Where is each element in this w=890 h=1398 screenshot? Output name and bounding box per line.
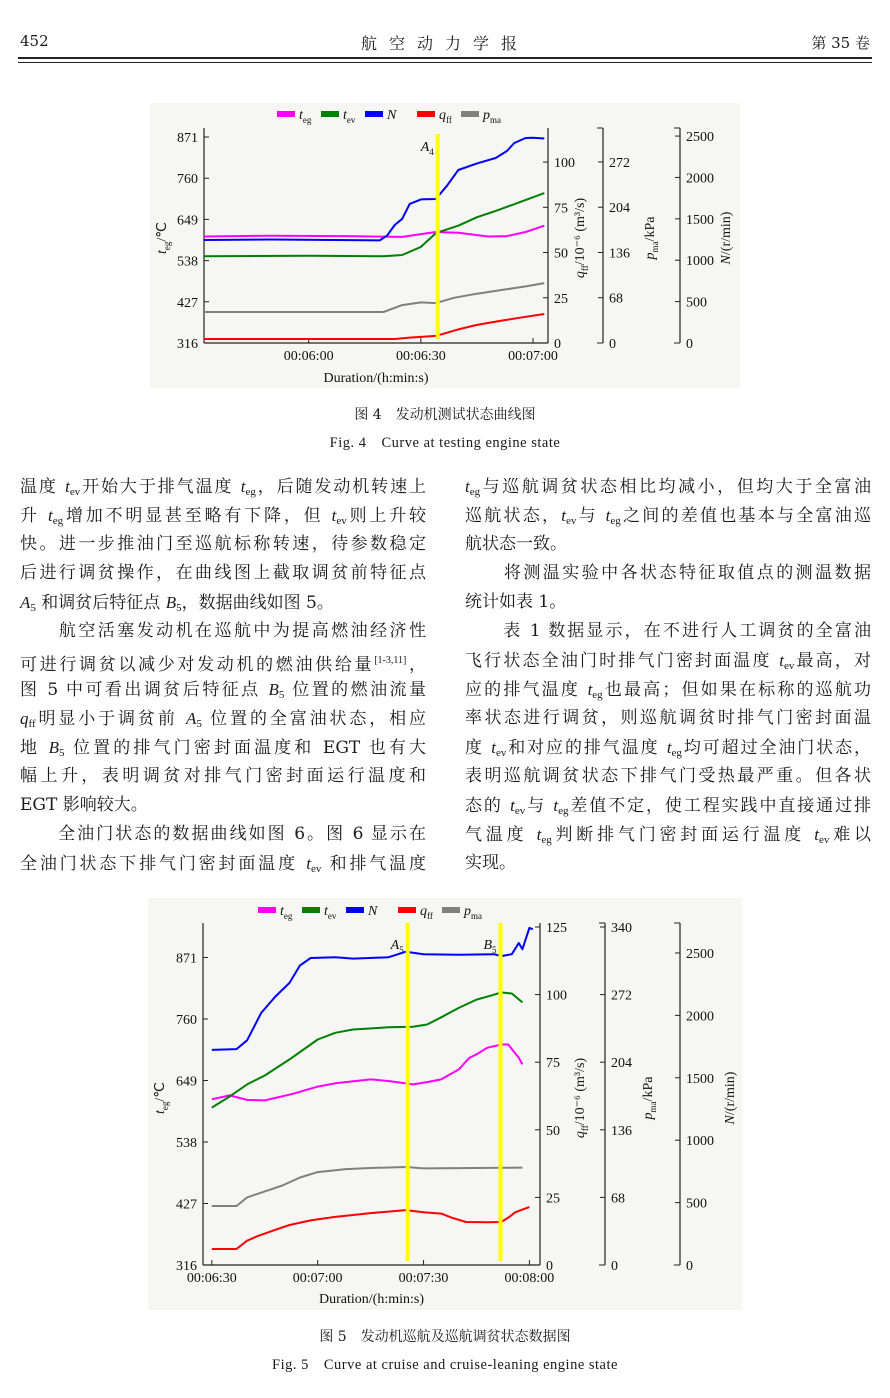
legend-swatch <box>277 111 295 117</box>
x-tick-label: 00:07:30 <box>398 1271 449 1286</box>
x-tick-label: 00:06:00 <box>283 349 334 364</box>
axis-unit: /(r/min) <box>723 1071 738 1116</box>
y-tick-label-left: 871 <box>176 951 197 967</box>
variable-symbol: tev <box>561 506 577 527</box>
y-tick-label-left: 760 <box>177 172 198 188</box>
text-line: 航空活塞发动机在巡航中为提高燃油经济性 <box>20 621 426 641</box>
y-tick-label-p: 136 <box>611 1123 632 1139</box>
legend-swatch <box>461 111 479 117</box>
y-axis-title-text <box>573 198 590 279</box>
text-line: 气温度 teg判断排气门密封面运行温度 tev难以 <box>465 825 871 846</box>
text-line: 可进行调贫以减少对发动机的燃油供给量[1-3,11]， <box>20 655 427 675</box>
legend-label <box>324 904 337 921</box>
body-left-column <box>20 472 426 878</box>
legend-label <box>482 108 501 125</box>
text-line: 率状态进行调贫，则巡航调贫时排气门密封面温 <box>465 708 871 728</box>
symbol-subscript: ev <box>327 911 337 921</box>
citation: [1-3,11] <box>374 655 407 666</box>
legend-swatch <box>398 907 416 913</box>
symbol-subscript: ff <box>580 1125 590 1132</box>
variable-symbol: tev <box>331 506 347 527</box>
marker-label <box>483 938 497 955</box>
legend-label <box>299 108 312 125</box>
symbol: q <box>439 108 446 123</box>
header-rule-thick <box>18 57 872 59</box>
y-tick-label-left: 760 <box>176 1012 197 1028</box>
marker-label <box>420 140 435 157</box>
text-line: A5 和调贫后特征点 B5，数据曲线如图 5。 <box>20 593 334 614</box>
y-tick-label-p: 0 <box>611 1259 618 1274</box>
text-line: 度 tev和对应的排气温度 teg均可超过全油门状态， <box>465 738 871 759</box>
y-tick-label-q: 75 <box>546 1056 560 1072</box>
symbol-subscript: ma <box>650 241 660 253</box>
symbol: p <box>641 1112 656 1120</box>
y-tick-label-p: 204 <box>611 1056 632 1072</box>
variable-symbol: A5 <box>20 593 36 614</box>
legend-swatch <box>417 111 435 117</box>
y-tick-label-n: 2000 <box>686 171 714 187</box>
y-tick-label-n: 2000 <box>686 1009 714 1025</box>
body-right-column <box>465 472 871 878</box>
y-tick-label-left: 427 <box>177 295 198 311</box>
text-line: teg与巡航调贫状态相比均减小，但均大于全富油 <box>465 477 871 498</box>
y-tick-label-left: 538 <box>176 1135 197 1151</box>
y-axis-title-text <box>641 1076 658 1121</box>
symbol-subscript: ff <box>427 911 433 921</box>
x-tick-label: 00:07:00 <box>508 349 558 364</box>
y-tick-label-q: 125 <box>546 921 567 936</box>
x-axis-label: Duration/(h:min:s) <box>319 1292 424 1307</box>
text-line: 表 1 数据显示，在不进行人工调贫的全富油 <box>465 621 871 641</box>
y-tick-label-p: 204 <box>609 201 630 217</box>
symbol-subscript: eg <box>283 911 293 921</box>
y-axis-title-N <box>719 211 734 265</box>
symbol: t <box>324 904 328 919</box>
y-axis-title-teg <box>153 1082 170 1114</box>
y-tick-label-n: 1500 <box>686 1071 714 1087</box>
y-tick-label-left: 649 <box>176 1074 197 1090</box>
y-axis-title-text <box>643 216 660 261</box>
symbol-subscript: eg <box>162 241 172 251</box>
symbol-subscript: ff <box>446 115 452 125</box>
variable-symbol: teg <box>536 825 552 846</box>
symbol: t <box>155 250 170 255</box>
legend-label <box>367 904 378 919</box>
text-line: 应的排气温度 teg也最高；但如果在标称的巡航功 <box>465 680 871 701</box>
legend-label <box>463 904 482 921</box>
legend-label <box>386 108 397 123</box>
text-line: 全油门状态的数据曲线如图 6。图 6 显示在 <box>20 824 426 844</box>
x-tick-label: 00:06:30 <box>186 1271 237 1286</box>
y-tick-label-left: 427 <box>176 1197 197 1213</box>
y-tick-label-q: 50 <box>554 246 568 262</box>
variable-symbol: tev <box>306 854 322 875</box>
symbol: A <box>420 140 430 155</box>
text-line: 温度 tev开始大于排气温度 teg，后随发动机转速上 <box>20 477 426 498</box>
variable-symbol: teg <box>587 680 603 701</box>
variable-symbol: teg <box>240 477 256 498</box>
figure-5-caption-en: Fig. 5 Curve at cruise and cruise-leaning engine state <box>272 1357 618 1373</box>
y-tick-label-q: 50 <box>546 1123 560 1139</box>
symbol: N <box>719 255 734 265</box>
text-line: 统计如表 1。 <box>465 592 567 612</box>
text-line: 幅上升，表明调贫对排气门密封面运行温度和 <box>20 766 426 786</box>
variable-symbol: tev <box>65 477 81 498</box>
y-tick-label-left: 538 <box>177 254 198 270</box>
y-axis-title-text <box>723 1071 738 1125</box>
text-line: 巡航状态，tev与 teg之间的差值也基本与全富油巡 <box>465 506 872 527</box>
symbol-subscript: eg <box>302 115 312 125</box>
text-line: 飞行状态全油门时排气门密封面温度 tev最高，对 <box>465 651 872 672</box>
series-line-teg <box>204 226 544 237</box>
series-line-qff <box>204 314 544 339</box>
y-tick-label-q: 25 <box>546 1191 560 1207</box>
series-line-pma <box>204 283 544 312</box>
variable-symbol: tev <box>491 738 507 759</box>
variable-symbol: teg <box>48 506 64 527</box>
variable-symbol: teg <box>465 477 481 498</box>
y-tick-label-left: 649 <box>177 213 198 229</box>
symbol: p <box>483 108 490 123</box>
series-line-tev <box>204 193 544 256</box>
axis-unit: /10⁻⁶ (m³/s) <box>573 1057 588 1126</box>
series-line-N <box>204 138 544 241</box>
symbol-subscript: 5 <box>492 945 497 955</box>
y-axis-title-q <box>573 198 590 279</box>
text-line: 快。进一步推油门至巡航标称转速，待参数稳定 <box>20 534 426 554</box>
y-tick-label-n: 500 <box>686 295 707 311</box>
variable-symbol: teg <box>666 738 682 759</box>
variable-symbol: tev <box>510 796 526 817</box>
text-line: EGT 影响较大。 <box>20 795 148 815</box>
y-tick-label-n: 1500 <box>686 212 714 228</box>
symbol: t <box>299 108 303 123</box>
variable-symbol: teg <box>605 506 621 527</box>
variable-symbol: B5 <box>165 593 182 614</box>
text-line: 后进行调贫操作，在曲线图上截取调贫前特征点 <box>20 563 426 583</box>
legend-swatch <box>442 907 460 913</box>
series-line-teg <box>212 1045 523 1101</box>
symbol: t <box>153 1110 168 1115</box>
y-tick-label-q: 100 <box>554 156 575 172</box>
series-line-tev <box>212 992 523 1107</box>
series-line-qff <box>212 1207 530 1249</box>
variable-symbol: B5 <box>268 680 285 701</box>
y-tick-label-n: 1000 <box>686 1134 714 1150</box>
y-tick-label-n: 500 <box>686 1196 707 1212</box>
symbol-subscript: 5 <box>399 945 404 955</box>
legend-label <box>343 108 356 125</box>
x-axis-label: Duration/(h:min:s) <box>323 371 429 386</box>
y-tick-label-left: 316 <box>177 337 198 352</box>
symbol-subscript: ff <box>580 265 590 272</box>
axes <box>155 108 734 386</box>
text-line: qff明显小于调贫前 A5 位置的全富油状态，相应 <box>20 709 427 730</box>
y-tick-label-p: 340 <box>611 921 632 936</box>
symbol: p <box>643 252 658 260</box>
text-line: 升 teg增加不明显甚至略有下降，但 tev则上升较 <box>20 506 427 527</box>
axis-unit: /kPa <box>641 1076 656 1102</box>
text-line: 表明巡航调贫状态下排气门受热最严重。但各状 <box>465 766 871 786</box>
page-number: 452 <box>20 32 49 50</box>
legend-label <box>439 108 452 125</box>
symbol: t <box>343 108 347 123</box>
journal-title: 航空动力学报 <box>360 34 529 53</box>
symbol: q <box>420 904 427 919</box>
symbol: B <box>483 938 493 953</box>
text-line: 航状态一致。 <box>465 534 567 554</box>
text-line: 全油门状态下排气门密封面温度 tev 和排气温度 <box>20 854 426 875</box>
header-rule-thin <box>18 62 872 63</box>
y-tick-label-p: 272 <box>611 988 632 1004</box>
y-axis-title-N <box>723 1071 738 1125</box>
y-tick-label-p: 68 <box>609 291 623 307</box>
axis-unit: /℃ <box>155 221 170 242</box>
symbol-subscript: ma <box>490 115 501 125</box>
y-axis-title-text <box>153 1082 170 1114</box>
legend-swatch <box>346 907 364 913</box>
legend-swatch <box>321 111 339 117</box>
y-axis-title-text <box>719 211 734 265</box>
symbol: q <box>573 1131 588 1139</box>
legend-swatch <box>258 907 276 913</box>
axis-unit: /℃ <box>153 1081 168 1102</box>
figure-4-caption-cn: 图 4 发动机测试状态曲线图 <box>354 407 536 423</box>
y-tick-label-n: 0 <box>686 1259 693 1274</box>
y-tick-label-p: 136 <box>609 246 630 262</box>
y-tick-label-q: 25 <box>554 291 568 307</box>
symbol: q <box>573 271 588 279</box>
figure-5-caption-cn: 图 5 发动机巡航及巡航调贫状态数据图 <box>319 1329 571 1345</box>
variable-symbol: A5 <box>186 709 202 730</box>
x-tick-label: 00:06:30 <box>395 349 446 364</box>
text-line: 地 B5 位置的排气门密封面温度和 EGT 也有大 <box>20 738 426 759</box>
y-tick-label-left: 316 <box>176 1259 197 1274</box>
y-tick-label-q: 0 <box>546 1259 553 1274</box>
variable-symbol: teg <box>553 796 569 817</box>
text-line: 态的 tev与 teg差值不定，使工程实践中直接通过排 <box>465 796 871 817</box>
y-axis-title-q <box>573 1058 590 1139</box>
text-line: 图 5 中可看出调贫后特征点 B5 位置的燃油流量 <box>20 680 427 701</box>
figure-5-chart <box>148 898 742 1310</box>
figure-5-svg <box>148 898 742 1310</box>
legend-label <box>280 904 293 921</box>
variable-symbol: B5 <box>48 738 65 759</box>
y-tick-label-p: 68 <box>611 1191 625 1207</box>
symbol-subscript: eg <box>160 1101 170 1111</box>
y-tick-label-p: 0 <box>609 337 616 352</box>
axis-unit: /(r/min) <box>719 211 734 256</box>
y-axis-title-text <box>155 222 172 254</box>
series-line-pma <box>212 1167 523 1206</box>
variable-symbol: tev <box>814 825 830 846</box>
y-tick-label-left: 871 <box>177 131 198 147</box>
text-line: 实现。 <box>465 853 516 873</box>
symbol: N <box>387 108 397 123</box>
y-tick-label-n: 0 <box>686 337 693 352</box>
y-tick-label-q: 0 <box>554 337 561 352</box>
legend-label <box>420 904 433 921</box>
y-axis-title-text <box>573 1058 590 1139</box>
y-tick-label-n: 2500 <box>686 130 714 146</box>
legend-swatch <box>302 907 320 913</box>
y-axis-title-p <box>641 1076 658 1121</box>
x-tick-label: 00:08:00 <box>504 1271 555 1286</box>
x-tick-label: 00:07:00 <box>292 1271 343 1286</box>
volume-label: 第 35 卷 <box>811 34 870 52</box>
y-tick-label-p: 272 <box>609 155 630 171</box>
symbol: p <box>464 904 471 919</box>
y-tick-label-n: 2500 <box>686 946 714 962</box>
symbol-subscript: 4 <box>429 147 434 157</box>
legend-swatch <box>365 111 383 117</box>
symbol: A <box>390 938 400 953</box>
axis-unit: /10⁻⁶ (m³/s) <box>573 197 588 266</box>
symbol: N <box>368 904 378 919</box>
y-tick-label-q: 100 <box>546 988 567 1004</box>
symbol: t <box>280 904 284 919</box>
y-axis-title-p <box>643 216 660 261</box>
y-axis-title-teg <box>155 222 172 254</box>
variable-symbol: tev <box>779 651 795 672</box>
figure-4-svg <box>150 103 740 388</box>
symbol: N <box>723 1115 738 1125</box>
variable-symbol: qff <box>20 709 36 730</box>
figure-4-caption-en: Fig. 4 Curve at testing engine state <box>329 435 561 451</box>
y-tick-label-q: 75 <box>554 201 568 217</box>
symbol-subscript: ma <box>648 1101 658 1113</box>
axis-unit: /kPa <box>643 216 658 242</box>
figure-4-chart <box>150 103 740 388</box>
symbol-subscript: ma <box>471 911 482 921</box>
text-line: 将测温实验中各状态特征取值点的测温数据 <box>465 563 871 583</box>
symbol-subscript: ev <box>346 115 356 125</box>
y-tick-label-n: 1000 <box>686 254 714 270</box>
